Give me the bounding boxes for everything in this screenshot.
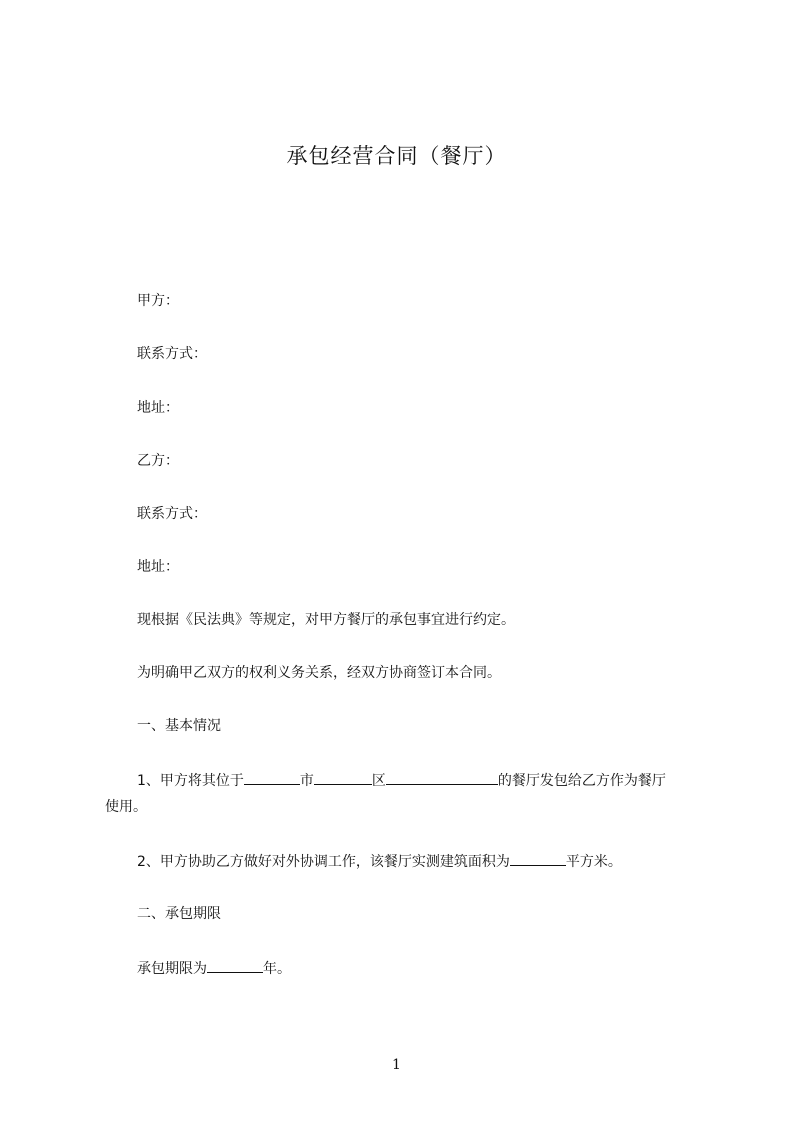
intro-paragraph-2: 为明确甲乙双方的权利义务关系，经双方协商签订本合同。 [137, 665, 501, 681]
term-suffix: 年。 [263, 961, 291, 977]
item-1-city-unit: 市 [299, 773, 314, 789]
district-blank [314, 770, 372, 785]
item-1-prefix: 1、甲方将其位于 [137, 773, 244, 789]
page-number: 1 [392, 1057, 401, 1073]
section-1-heading: 一、基本情况 [137, 718, 221, 734]
item-2-suffix: 平方米。 [565, 854, 622, 870]
section-2-heading: 二、承包期限 [137, 906, 221, 922]
party-a-label: 甲方： [137, 293, 179, 309]
item-1-suffix: 的餐厅发包给乙方作为餐厅 [497, 773, 666, 789]
section-1-item-2 [137, 851, 622, 872]
party-b-address-label: 地址： [137, 559, 179, 575]
party-b-label: 乙方： [137, 453, 179, 469]
intro-paragraph-1: 现根据《民法典》等规定，对甲方餐厅的承包事宜进行约定。 [137, 612, 515, 628]
city-blank [244, 770, 300, 785]
term-years-blank [207, 958, 263, 973]
party-a-address-label: 地址： [137, 400, 179, 416]
term-prefix: 承包期限为 [137, 961, 207, 977]
section-2-term [137, 958, 291, 979]
party-a-contact-label: 联系方式： [137, 346, 207, 362]
location-blank [386, 770, 498, 785]
area-blank [510, 851, 566, 866]
section-1-item-1-continuation: 使用。 [105, 799, 147, 815]
party-b-contact-label: 联系方式： [137, 506, 207, 522]
section-1-item-1 [137, 770, 666, 791]
item-2-prefix: 2、甲方协助乙方做好对外协调工作，该餐厅实测建筑面积为 [137, 854, 510, 870]
item-1-district-unit: 区 [371, 773, 386, 789]
document-title: 承包经营合同（餐厅） [286, 144, 507, 168]
